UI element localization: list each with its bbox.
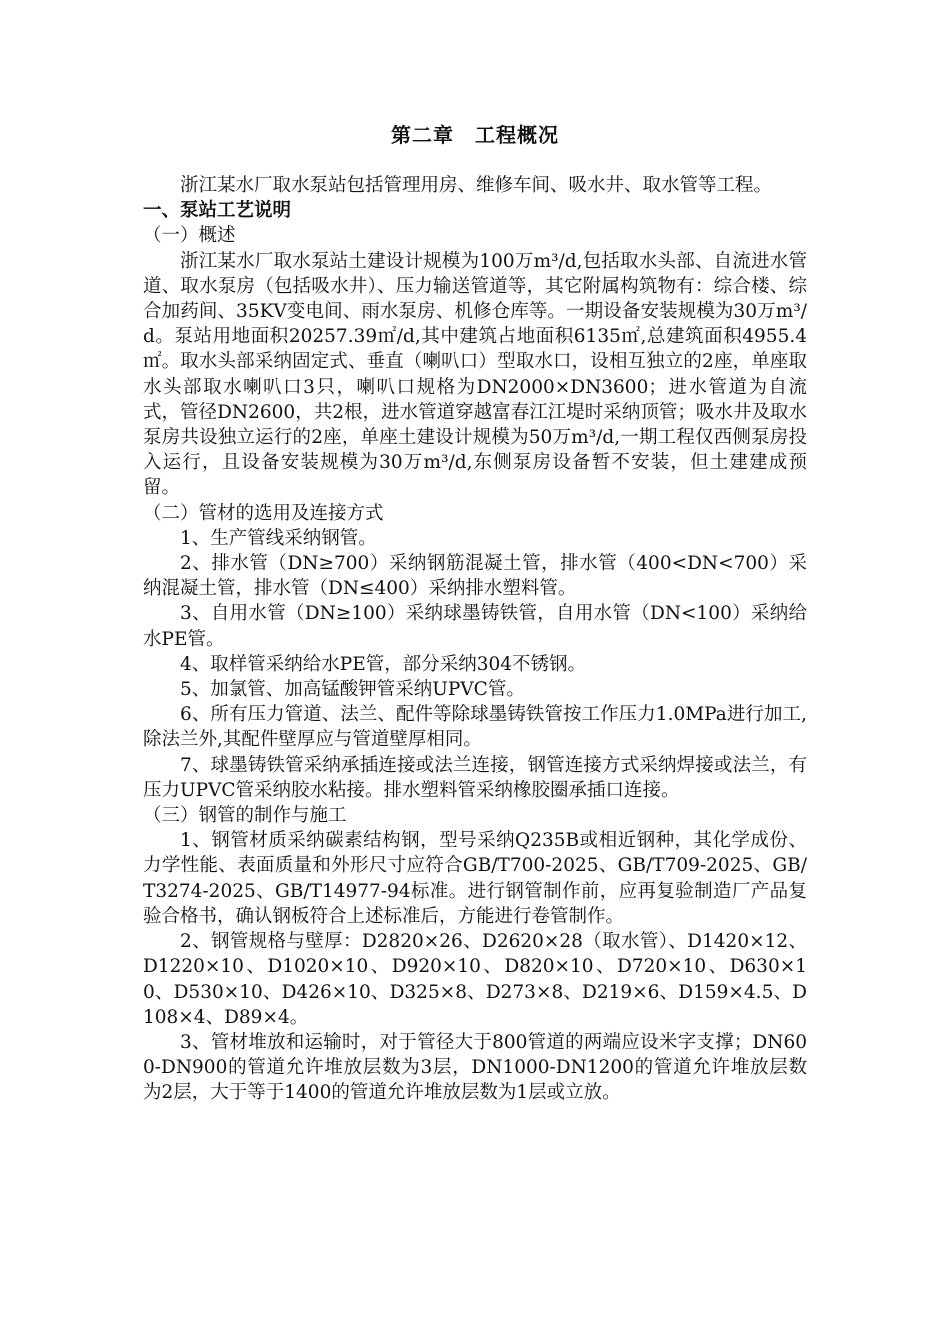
- document-body: [143, 173, 807, 1106]
- pipe-material-item: 3、自用水管（DN≥100）采纳球墨铸铁管，自用水管（DN<100）采纳给水PE管。: [143, 603, 807, 650]
- overview-paragraph: 浙江某水厂取水泵站土建设计规模为100万m³/d,包括取水头部、自流进水管道、取水泵房（包括吸水井）、压力输送管道等，其它附属构筑物有：综合楼、综合加药间、35KV变电间、雨水泵房、机修仓库等。一期设备安装规模为30万m³/d。泵站用地面积20257.39㎡/d,其中建筑占地面积6135㎡,总建筑面积4955.4㎡。取水头部采纳固定式、垂直（喇叭口）型取水口，设相互独立的2座，单座取水头部取水喇叭口3只，喇叭口规格为DN2000×DN3600；进水管道为自流式，管径DN2600，共2根，进水管道穿越富春江江堤时采纳顶管；吸水井及取水泵房共设独立运行的2座，单座土建设计规模为50万m³/d,一期工程仅西侧泵房投入运行，且设备安装规模为30万m³/d,东侧泵房设备暂不安装，但土建建成预留。: [143, 250, 807, 499]
- steel-pipe-item: 2、钢管规格与壁厚：D2820×26、D2620×28（取水管）、D1420×12、D1220×10、D1020×10、D920×10、D820×10、D720×10、D630×10、D530×10、D426×10、D325×8、D273×8、D219×6、D159×4.5、D108×4、D89×4。: [143, 931, 807, 1028]
- pipe-material-item: 7、球墨铸铁管采纳承插连接或法兰连接，钢管连接方式采纳焊接或法兰，有压力UPVC管采纳胶水粘接。排水塑料管采纳橡胶圈承插口连接。: [143, 754, 807, 801]
- subsection-heading-steel-pipe: （三）钢管的制作与施工: [143, 805, 347, 827]
- pipe-material-item: 1、生产管线采纳钢管。: [180, 527, 377, 549]
- pipe-material-item: 4、取样管采纳给水PE管，部分采纳304不锈钢。: [180, 653, 587, 675]
- steel-pipe-item: 1、钢管材质采纳碳素结构钢，型号采纳Q235B或相近钢种，其化学成份、力学性能、表面质量和外形尺寸应符合GB/T700-2025、GB/T709-2025、GB/T3274-2025、GB/T14977-94标准。进行钢管制作前，应再复验制造厂产品复验合格书，确认钢板符合上述标准后，方能进行卷管制作。: [143, 830, 807, 927]
- section-heading: 一、泵站工艺说明: [143, 200, 292, 222]
- chapter-title: 第二章 工程概况: [391, 123, 559, 147]
- pipe-material-item: 5、加氯管、加高锰酸钾管采纳UPVC管。: [180, 679, 525, 701]
- pipe-material-item: 6、所有压力管道、法兰、配件等除球墨铸铁管按工作压力1.0MPa进行加工,除法兰外,其配件壁厚应与管道壁厚相同。: [143, 704, 807, 751]
- subsection-heading-overview: （一）概述: [143, 225, 236, 247]
- steel-pipe-item: 3、管材堆放和运输时，对于管径大于800管道的两端应设米字支撑；DN600-DN900的管道允许堆放层数为3层，DN1000-DN1200的管道允许堆放层数为2层，大于等于1400的管道允许堆放层数为1层或立放。: [143, 1031, 807, 1104]
- intro-paragraph: 浙江某水厂取水泵站包括管理用房、维修车间、吸水井、取水管等工程。: [180, 175, 773, 196]
- subsection-heading-pipe-materials: （二）管材的选用及连接方式: [143, 502, 384, 524]
- pipe-material-item: 2、排水管（DN≥700）采纳钢筋混凝土管，排水管（400<DN<700）采纳混凝土管，排水管（DN≤400）采纳排水塑料管。: [143, 553, 807, 600]
